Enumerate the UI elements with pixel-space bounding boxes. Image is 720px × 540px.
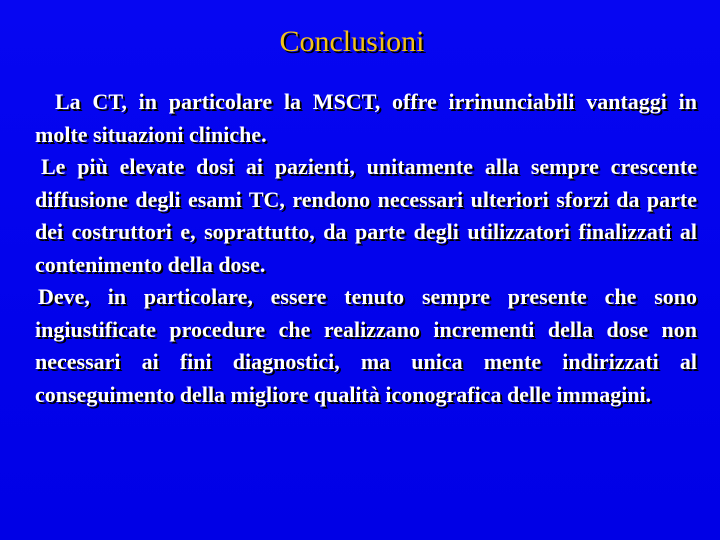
slide-title: Conclusioni	[279, 25, 425, 58]
paragraph-3: Deve, in particolare, essere tenuto sempre presente che sono ingiustificate procedure che realizzano incrementi della dose non necessari ai fini diagnostici, ma unica mente indirizzati al conseguimento della migliore qualità iconografica delle immagini.	[35, 284, 697, 407]
paragraph-1: La CT, in particolare la MSCT, offre irrinunciabili vantaggi in molte situazioni cliniche.	[35, 89, 697, 147]
slide-body	[35, 86, 697, 411]
paragraph-2: Le più elevate dosi ai pazienti, unitamente alla sempre crescente diffusione degli esami TC, rendono necessari ulteriori sforzi da parte dei costruttori e, soprattutto, da parte degli utilizzatori finalizzati al contenimento della dose.	[35, 154, 697, 277]
